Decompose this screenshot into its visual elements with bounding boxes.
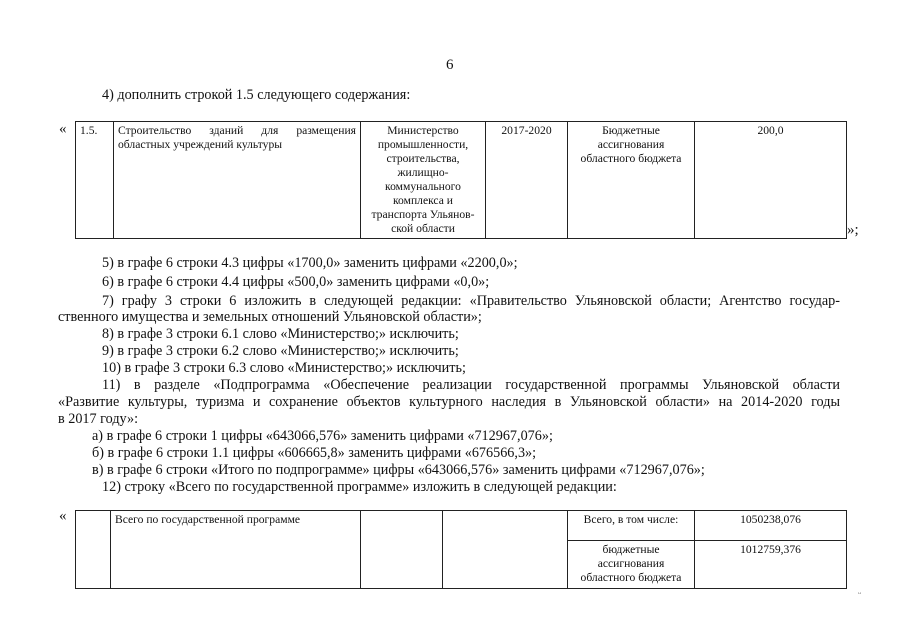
item-4: 4) дополнить строкой 1.5 следующего содержания: (102, 87, 411, 103)
empty-cell (76, 511, 111, 589)
item-6: 6) в графе 6 строки 4.4 цифры «500,0» заменить цифрами «0,0»; (102, 274, 490, 290)
item-11-b: б) в графе 6 строки 1.1 цифры «606665,8» заменить цифрами «676566,3»; (92, 445, 537, 461)
open-quote: « (59, 121, 67, 137)
empty-cell (443, 511, 568, 589)
item-10: 10) в графе 3 строки 6.3 слово «Министерство;» исключить; (102, 360, 466, 376)
item-11-cont: «Развитие культуры, туризма и сохранение объектов культурного наследия в Ульяновской области» на 2014-2020 годы (58, 394, 840, 410)
total-label: Всего, в том числе: (568, 511, 695, 541)
page-number: 6 (446, 57, 454, 73)
empty-cell (361, 511, 443, 589)
funding-amount: 200,0 (695, 122, 847, 239)
item-7-cont: ственного имущества и земельных отношений Ульяновской области»; (58, 309, 482, 325)
total-value: 1050238,076 (695, 511, 847, 541)
item-11-c: в) в графе 6 строки «Итого по подпрограмме» цифры «643066,576» заменить цифрами «712967,076»; (92, 462, 705, 478)
item-5: 5) в графе 6 строки 4.3 цифры «1700,0» заменить цифрами «2200,0»; (102, 255, 518, 271)
item-8: 8) в графе 3 строки 6.1 слово «Министерство;» исключить; (102, 326, 459, 342)
end-mark: ᵕ (858, 588, 862, 600)
item-11-a: а) в графе 6 строки 1 цифры «643066,576» заменить цифрами «712967,076»; (92, 428, 553, 444)
budget-label: бюджетные ассигнования областного бюджета (568, 541, 695, 589)
funding-source: Бюджетные ассигнования областного бюджета (568, 122, 695, 239)
item-7: 7) графу 3 строки 6 изложить в следующей редакции: «Правительство Ульяновской области; Агентство государ- (102, 293, 840, 309)
item-11-end: в 2017 году»: (58, 411, 139, 427)
item-11: 11) в разделе «Подпрограмма «Обеспечение реализации государственной программы Ульяновской области (102, 377, 840, 393)
row-number: 1.5. (76, 122, 114, 239)
close-quote: »; (847, 222, 859, 238)
budget-value: 1012759,376 (695, 541, 847, 589)
measure-name: Строительство зданий для размещения областных учреждений культуры (114, 122, 361, 239)
table-row (76, 511, 847, 541)
item-12: 12) строку «Всего по государственной программе» изложить в следующей редакции: (102, 479, 617, 495)
item-9: 9) в графе 3 строки 6.2 слово «Министерство;» исключить; (102, 343, 459, 359)
responsible-ministry: Министерство промышленности, строительства, жилищно-коммунального комплекса и транспорта Ульянов-ской области (361, 122, 486, 239)
total-name: Всего по государственной программе (111, 511, 361, 589)
row-1-5-table (75, 121, 847, 239)
total-table (75, 510, 847, 589)
implementation-period: 2017-2020 (486, 122, 568, 239)
table-row (76, 122, 847, 239)
open-quote-2: « (59, 508, 67, 524)
